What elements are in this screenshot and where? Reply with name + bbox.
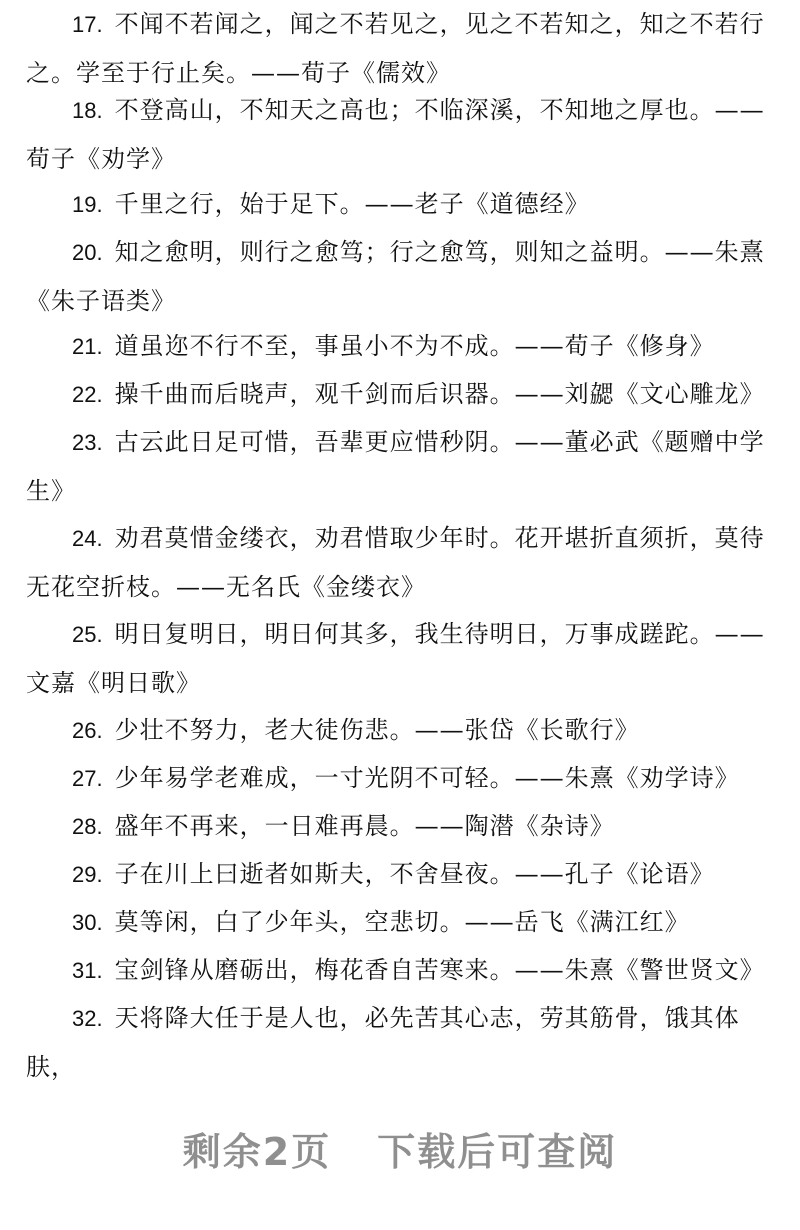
quote-number: 30. (72, 910, 103, 935)
quote-number: 28. (72, 814, 103, 839)
quote-paragraph (26, 322, 778, 371)
quote-text: 盛年不再来，一日难再晨。——陶潜《杂诗》 (114, 812, 615, 840)
quote-paragraph (26, 228, 778, 325)
quote-paragraph (26, 86, 778, 183)
quote-number: 31. (72, 958, 103, 983)
quote-number: 19. (72, 192, 103, 217)
quote-text: 操千曲而后晓声，观千剑而后识器。——刘勰《文心雕龙》 (114, 380, 765, 408)
remaining-pages-banner[interactable] (0, 1122, 800, 1182)
quote-text: 子在川上曰逝者如斯夫，不舍昼夜。——孔子《论语》 (114, 860, 715, 888)
quote-text: 千里之行，始于足下。——老子《道德经》 (114, 190, 590, 218)
quote-number: 18. (72, 98, 103, 123)
quote-text: 明日复明日，明日何其多，我生待明日，万事成蹉跎。——文嘉《明日歌》 (26, 620, 765, 697)
quote-number: 24. (72, 526, 103, 551)
quote-paragraph (26, 370, 778, 419)
quote-paragraph (26, 180, 778, 229)
quote-number: 17. (72, 12, 103, 37)
quote-paragraph (26, 706, 778, 755)
quote-paragraph (26, 802, 778, 851)
quote-number: 25. (72, 622, 103, 647)
quote-paragraph (26, 994, 778, 1091)
quote-number: 32. (72, 1006, 103, 1031)
quote-number: 23. (72, 430, 103, 455)
quote-text: 宝剑锋从磨砺出，梅花香自苦寒来。——朱熹《警世贤文》 (114, 956, 765, 984)
quote-paragraph (26, 514, 778, 611)
quote-paragraph (26, 418, 778, 515)
quote-number: 21. (72, 334, 103, 359)
quote-number: 20. (72, 240, 103, 265)
quote-text: 道虽迩不行不至，事虽小不为不成。——荀子《修身》 (114, 332, 715, 360)
quote-paragraph (26, 0, 778, 97)
quote-number: 27. (72, 766, 103, 791)
quote-text: 知之愈明，则行之愈笃；行之愈笃，则知之益明。——朱熹《朱子语类》 (26, 238, 765, 315)
remaining-pages-label: 剩余2页 (182, 1130, 332, 1174)
quote-text: 不登高山，不知天之高也；不临深溪，不知地之厚也。——荀子《劝学》 (26, 96, 765, 173)
quote-text: 劝君莫惜金缕衣，劝君惜取少年时。花开堪折直须折，莫待无花空折枝。——无名氏《金缕衣》 (26, 524, 765, 601)
quote-paragraph (26, 946, 778, 995)
quote-text: 不闻不若闻之，闻之不若见之，见之不若知之，知之不若行之。学至于行止矣。——荀子《儒效》 (26, 10, 765, 87)
quote-paragraph (26, 898, 778, 947)
quote-paragraph (26, 850, 778, 899)
quote-number: 22. (72, 382, 103, 407)
quote-number: 29. (72, 862, 103, 887)
quote-paragraph (26, 610, 778, 707)
quote-paragraph (26, 754, 778, 803)
quote-text: 古云此日足可惜，吾辈更应惜秒阴。——董必武《题赠中学生》 (26, 428, 765, 505)
quote-text: 莫等闲，白了少年头，空悲切。——岳飞《满江红》 (114, 908, 690, 936)
quote-text: 少年易学老难成，一寸光阴不可轻。——朱熹《劝学诗》 (114, 764, 740, 792)
quote-number: 26. (72, 718, 103, 743)
quote-text: 天将降大任于是人也，必先苦其心志，劳其筋骨，饿其体肤， (26, 1004, 740, 1081)
download-hint-label: 下载后可查阅 (377, 1130, 618, 1174)
quote-text: 少壮不努力，老大徒伤悲。——张岱《长歌行》 (114, 716, 640, 744)
